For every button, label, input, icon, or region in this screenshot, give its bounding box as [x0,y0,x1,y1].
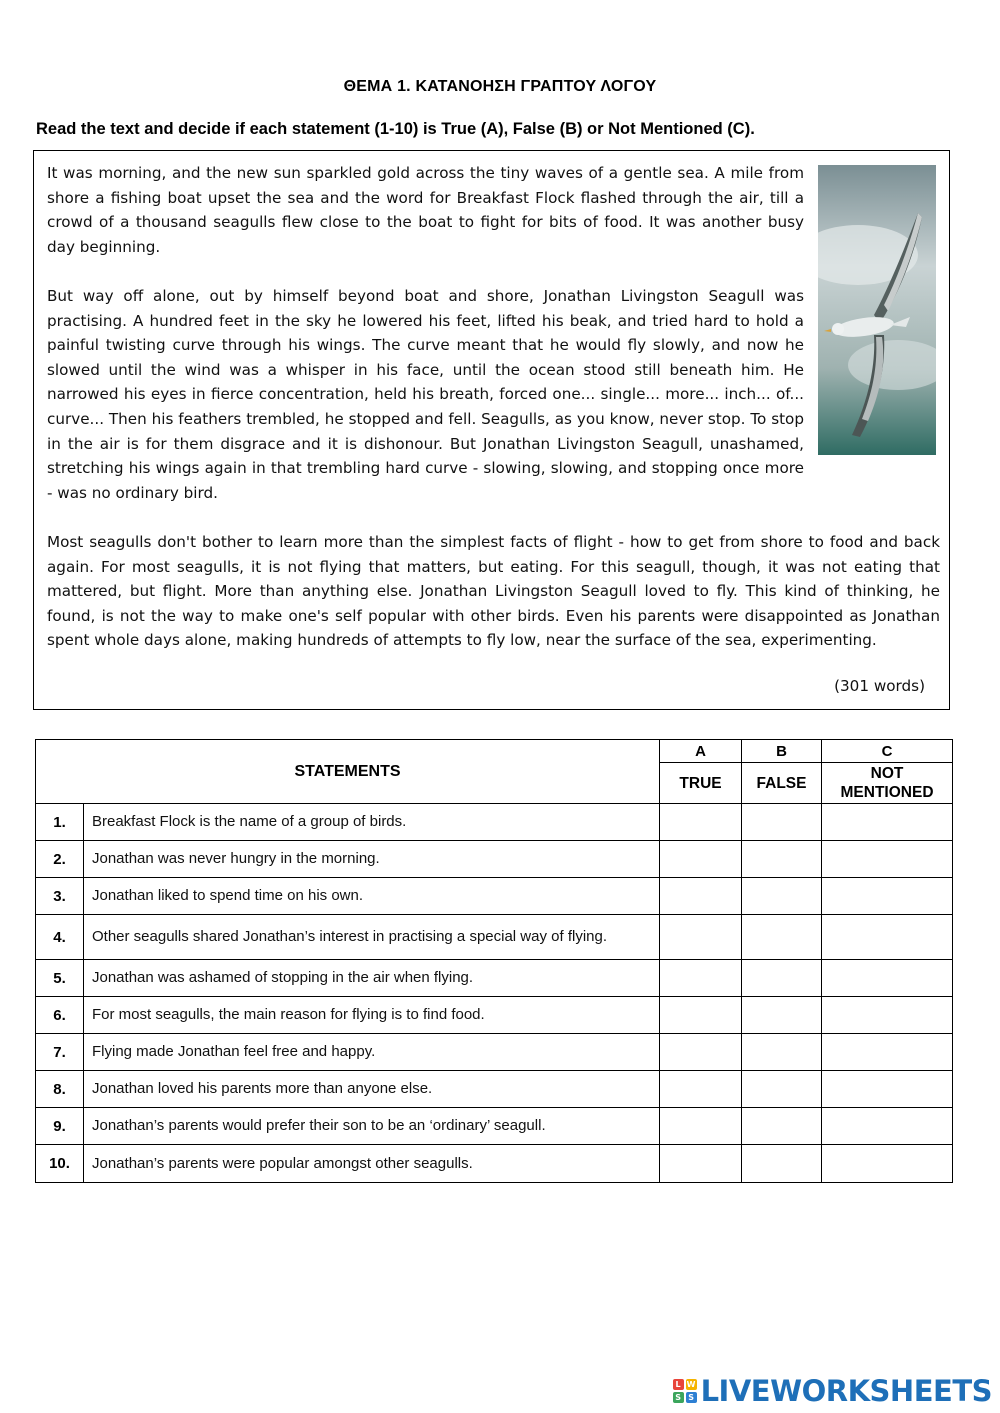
answer-cell-not-mentioned[interactable] [822,841,953,878]
statement-text: Other seagulls shared Jonathan’s interest in practising a special way of flying. [84,915,660,960]
answer-cell-not-mentioned[interactable] [822,997,953,1034]
paragraph-2: But way off alone, out by himself beyond boat and shore, Jonathan Livingston Seagull was practising. A hundred feet in the sky he lowered his feet, lifted his beak, and tried hard to hold a painful twisting curve through his wings. The curve meant that he would fly slowly, and now he slowed until the wind was a whisper in his face, until the ocean stood still beneath him. He narrowed his eyes in fierce concentration, held his breath, forced one... single... more... inch... of... curve... Then his feathers trembled, he stopped and fell. Seagulls, as you know, never stop. To stop in the air is for them disgrace and it is dishonour. But Jonathan Livingston Seagull, unashamed, stretching his wings again in that trembling hard curve - slowing, slowing, and stopping once more - was no ordinary bird. [47,286,804,502]
answer-cell-false[interactable] [742,915,822,960]
statement-number: 5. [36,960,84,997]
page-title: ΘΕΜΑ 1. ΚΑΤΑΝΟΗΣΗ ΓΡΑΠΤΟΥ ΛΟΓΟΥ [343,78,657,95]
paragraph-3: Most seagulls don't bother to learn more than the simplest facts of flight - how to get from shore to food and back again. For most seagulls, it is not flying that matters, but eating. For this seagull, though, it was not eating that mattered, but flight. More than anything else. Jonathan Livingston Seagull loved to fly. This kind of thinking, he found, is not the way to make one's self popular with other birds. Even his parents were disappointed as Jonathan spent whole days alone, making hundreds of attempts to fly low, near the surface of the sea, experimenting. [47,532,940,650]
answer-cell-false[interactable] [742,997,822,1034]
column-letter-b: B [742,740,822,763]
answer-cell-not-mentioned[interactable] [822,1034,953,1071]
answer-cell-false[interactable] [742,1034,822,1071]
answer-cell-true[interactable] [660,1108,742,1145]
answer-cell-false[interactable] [742,841,822,878]
table-row [36,841,953,878]
statement-number: 7. [36,1034,84,1071]
statement-number: 4. [36,915,84,960]
table-row [36,1034,953,1071]
table-row [36,1145,953,1183]
logo-tile: W [686,1380,696,1389]
statement-text: Jonathan’s parents would prefer their son to be an ‘ordinary’ seagull. [84,1108,660,1145]
table-row [36,1071,953,1108]
statement-number: 8. [36,1071,84,1108]
statement-text: Flying made Jonathan feel free and happy. [84,1034,660,1071]
instructions: Read the text and decide if each statement (1-10) is True (A), False (B) or Not Mentioned (C). [36,120,755,138]
statement-text: Jonathan liked to spend time on his own. [84,878,660,915]
brand-name: LIVEWORKSHEETS [700,1374,992,1408]
statement-text: For most seagulls, the main reason for flying is to find food. [84,997,660,1034]
logo-tile: L [673,1379,684,1390]
answer-cell-true[interactable] [660,878,742,915]
answer-cell-true[interactable] [660,960,742,997]
answer-cell-true[interactable] [660,1145,742,1183]
statement-number: 6. [36,997,84,1034]
statement-text: Jonathan was ashamed of stopping in the air when flying. [84,960,660,997]
statements-table [35,739,953,1183]
word-count: (301 words) [834,677,925,695]
answer-cell-true[interactable] [660,997,742,1034]
answer-cell-true[interactable] [660,1034,742,1071]
answer-cell-false[interactable] [742,1108,822,1145]
logo-tile: S [686,1392,697,1403]
answer-cell-not-mentioned[interactable] [822,804,953,841]
column-letter-a: A [660,740,742,763]
column-header-not-mentioned: NOT MENTIONED [822,763,953,804]
answer-cell-not-mentioned[interactable] [822,878,953,915]
reading-text-box [33,150,950,710]
statement-number: 9. [36,1108,84,1145]
logo-tile: S [673,1392,684,1403]
column-letter-c: C [822,740,953,763]
answer-cell-not-mentioned[interactable] [822,1108,953,1145]
answer-cell-false[interactable] [742,804,822,841]
column-header-false: FALSE [742,763,822,804]
answer-cell-true[interactable] [660,915,742,960]
answer-cell-true[interactable] [660,1071,742,1108]
statement-number: 10. [36,1145,84,1183]
table-row [36,1108,953,1145]
answer-cell-false[interactable] [742,960,822,997]
table-row [36,878,953,915]
answer-cell-not-mentioned[interactable] [822,915,953,960]
paragraph-1: It was morning, and the new sun sparkled gold across the tiny waves of a gentle sea. A mile from shore a fishing boat upset the sea and the word for Breakfast Flock flashed through the air, till a crowd of a thousand seagulls flew close to the boat to fight for bits of food. It was another busy day beginning. [47,164,804,256]
answer-cell-not-mentioned[interactable] [822,1071,953,1108]
answer-cell-false[interactable] [742,1145,822,1183]
reading-passage [47,161,940,653]
statement-text: Jonathan’s parents were popular amongst other seagulls. [84,1145,660,1183]
table-row [36,960,953,997]
statement-number: 3. [36,878,84,915]
column-header-true: TRUE [660,763,742,804]
answer-cell-not-mentioned[interactable] [822,1145,953,1183]
answer-cell-false[interactable] [742,878,822,915]
answer-cell-true[interactable] [660,841,742,878]
answer-cell-true[interactable] [660,804,742,841]
liveworksheets-logo-icon [673,1379,697,1403]
seagull-photo [818,165,936,455]
statement-number: 1. [36,804,84,841]
table-row [36,997,953,1034]
statement-text: Jonathan was never hungry in the morning. [84,841,660,878]
answer-cell-false[interactable] [742,1071,822,1108]
statements-header: STATEMENTS [36,740,660,804]
table-row [36,915,953,960]
statement-number: 2. [36,841,84,878]
statement-text: Jonathan loved his parents more than anyone else. [84,1071,660,1108]
statement-text: Breakfast Flock is the name of a group of birds. [84,804,660,841]
answer-cell-not-mentioned[interactable] [822,960,953,997]
table-row [36,804,953,841]
liveworksheets-branding[interactable] [673,1373,992,1409]
